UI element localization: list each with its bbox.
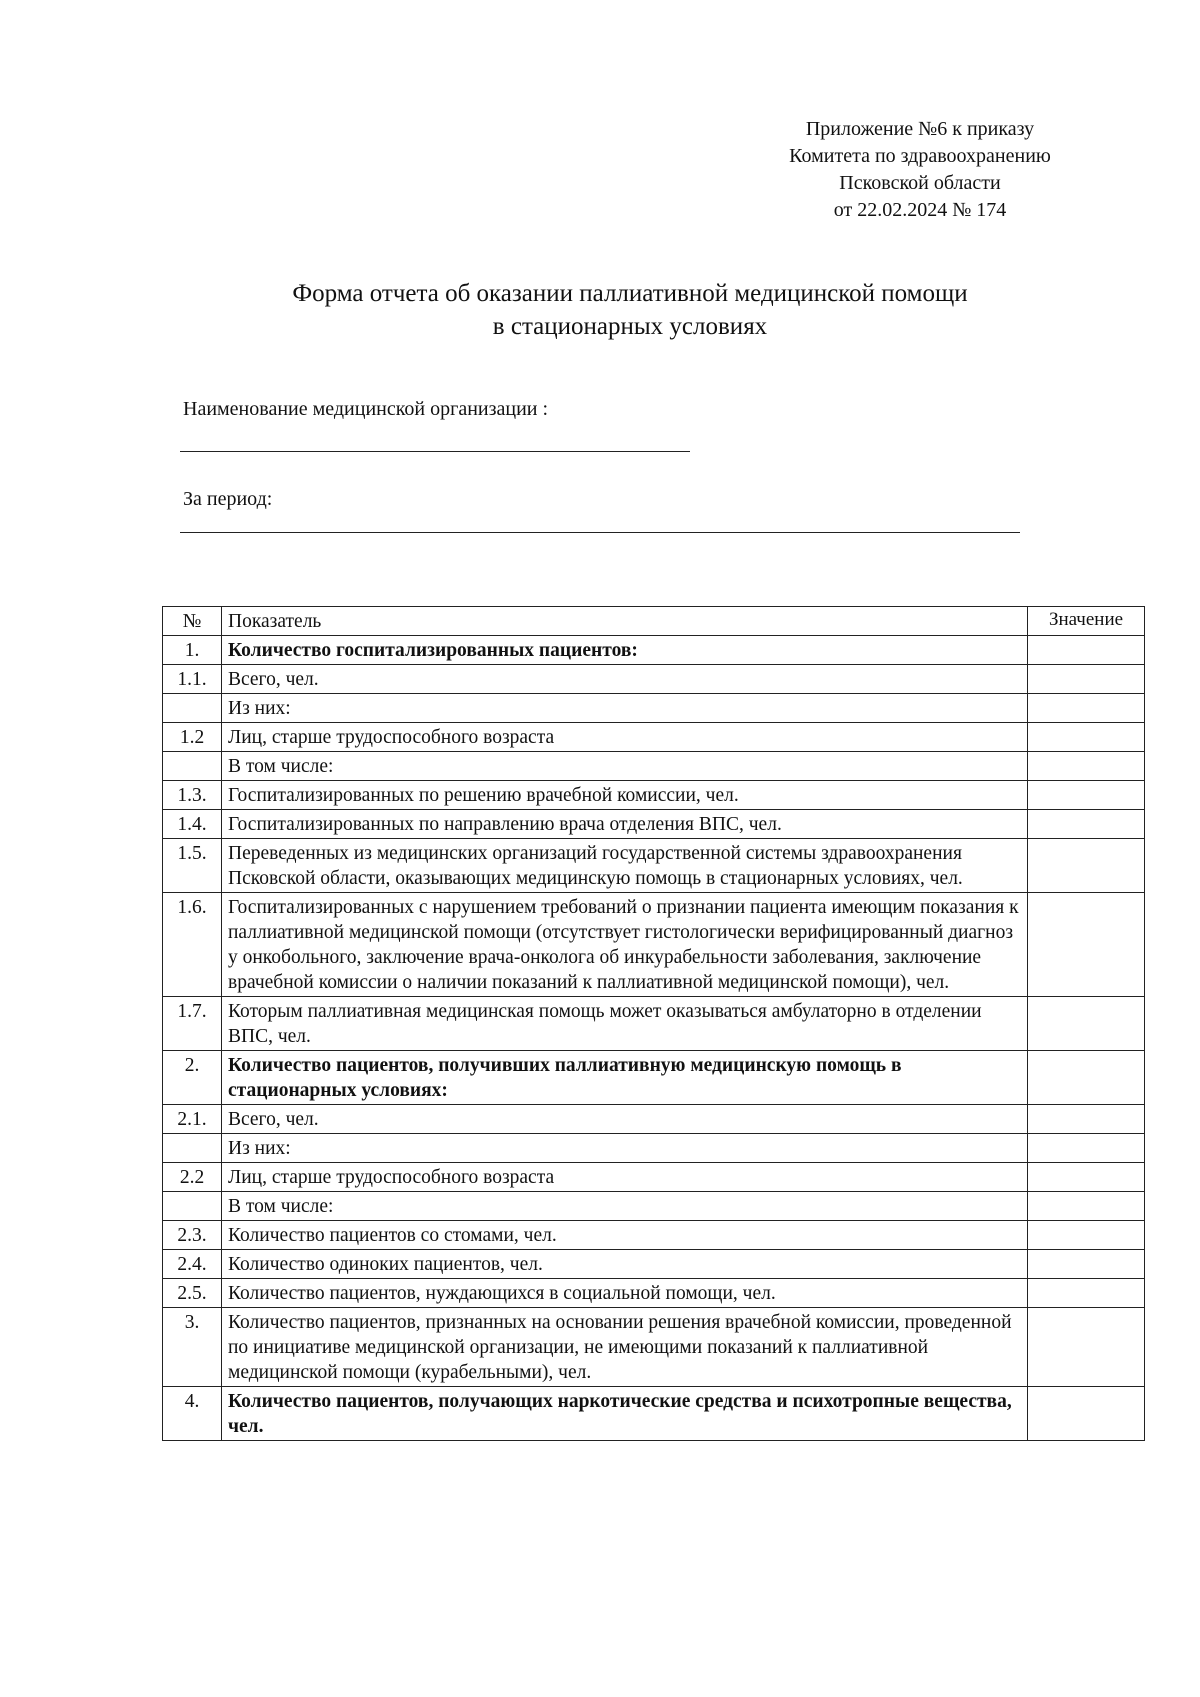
row-number: [163, 1192, 222, 1221]
header-indicator: Показатель: [222, 607, 1028, 636]
row-number: 2.5.: [163, 1279, 222, 1308]
row-indicator: Количество пациентов со стомами, чел.: [222, 1221, 1028, 1250]
row-indicator: Госпитализированных по направлению врача отделения ВПС, чел.: [222, 810, 1028, 839]
row-value-cell[interactable]: [1028, 1192, 1145, 1221]
row-value-cell[interactable]: [1028, 723, 1145, 752]
table-row: [163, 1192, 1145, 1221]
report-table-body: [163, 607, 1145, 1441]
row-indicator: Переведенных из медицинских организаций государственной системы здравоохранения Псковской области, оказывающих медицинскую помощь в стационарных условиях, чел.: [222, 839, 1028, 893]
row-indicator: Госпитализированных с нарушением требований о признании пациента имеющим показания к паллиативной медицинской помощи (отсутствует гистологически верифицированный диагноз у онкобольного, заключение врача-онколога об инкурабельности заболевания, заключение врачебной комиссии о наличии показаний к паллиативной медицинской помощи), чел.: [222, 893, 1028, 997]
row-indicator: Количество пациентов, получающих наркотические средства и психотропные вещества, чел.: [222, 1387, 1028, 1441]
row-value-cell[interactable]: [1028, 665, 1145, 694]
row-value-cell[interactable]: [1028, 1221, 1145, 1250]
row-number: 1.6.: [163, 893, 222, 997]
row-value-cell[interactable]: [1028, 1250, 1145, 1279]
row-indicator: Из них:: [222, 1134, 1028, 1163]
table-row: [163, 1387, 1145, 1441]
row-value-cell[interactable]: [1028, 1387, 1145, 1441]
table-row: [163, 752, 1145, 781]
row-number: 2.4.: [163, 1250, 222, 1279]
table-row: [163, 665, 1145, 694]
appendix-line-1: Приложение №6 к приказу: [805, 118, 1035, 140]
table-header-row: [163, 607, 1145, 636]
table-row: [163, 694, 1145, 723]
row-indicator: Количество пациентов, получивших паллиативную медицинскую помощь в стационарных условиях:: [222, 1051, 1028, 1105]
period-label: За период:: [183, 488, 273, 510]
row-indicator: Всего, чел.: [222, 1105, 1028, 1134]
row-number: 2.3.: [163, 1221, 222, 1250]
table-row: [163, 636, 1145, 665]
row-indicator: Количество госпитализированных пациентов:: [222, 636, 1028, 665]
row-number: 2.2: [163, 1163, 222, 1192]
row-value-cell[interactable]: [1028, 752, 1145, 781]
row-number: [163, 752, 222, 781]
row-indicator: Всего, чел.: [222, 665, 1028, 694]
header-value: Значение: [1028, 607, 1145, 636]
row-number: 2.1.: [163, 1105, 222, 1134]
table-row: [163, 839, 1145, 893]
row-value-cell[interactable]: [1028, 839, 1145, 893]
header-num: №: [163, 607, 222, 636]
row-number: 1.7.: [163, 997, 222, 1051]
row-value-cell[interactable]: [1028, 893, 1145, 997]
appendix-header: [740, 116, 1100, 224]
period-field[interactable]: [180, 532, 1020, 533]
table-row: [163, 1163, 1145, 1192]
appendix-line-2: Комитета по здравоохранению: [789, 145, 1051, 167]
row-value-cell[interactable]: [1028, 997, 1145, 1051]
row-number: 4.: [163, 1387, 222, 1441]
table-row: [163, 723, 1145, 752]
row-number: 1.5.: [163, 839, 222, 893]
document-title: [230, 277, 1030, 343]
row-value-cell[interactable]: [1028, 1279, 1145, 1308]
row-value-cell[interactable]: [1028, 1134, 1145, 1163]
row-indicator: В том числе:: [222, 752, 1028, 781]
row-indicator: Которым паллиативная медицинская помощь может оказываться амбулаторно в отделении ВПС, чел.: [222, 997, 1028, 1051]
row-indicator: Из них:: [222, 694, 1028, 723]
table-row: [163, 997, 1145, 1051]
row-indicator: Лиц, старше трудоспособного возраста: [222, 1163, 1028, 1192]
title-line-2: в стационарных условиях: [492, 313, 768, 340]
row-value-cell[interactable]: [1028, 694, 1145, 723]
org-name-label: Наименование медицинской организации :: [183, 398, 549, 420]
table-row: [163, 1105, 1145, 1134]
title-line-1: Форма отчета об оказании паллиативной медицинской помощи: [292, 280, 968, 307]
row-value-cell[interactable]: [1028, 1051, 1145, 1105]
report-table: [162, 606, 1145, 1441]
row-number: 1.4.: [163, 810, 222, 839]
row-number: 1.3.: [163, 781, 222, 810]
row-number: 3.: [163, 1308, 222, 1387]
row-indicator: Количество пациентов, признанных на основании решения врачебной комиссии, проведенной по инициативе медицинской организации, не имеющими показаний к паллиативной медицинской помощи (курабельными), чел.: [222, 1308, 1028, 1387]
table-row: [163, 1279, 1145, 1308]
table-row: [163, 1308, 1145, 1387]
row-number: 2.: [163, 1051, 222, 1105]
table-row: [163, 893, 1145, 997]
table-row: [163, 810, 1145, 839]
row-number: [163, 694, 222, 723]
row-indicator: Количество одиноких пациентов, чел.: [222, 1250, 1028, 1279]
row-indicator: Количество пациентов, нуждающихся в социальной помощи, чел.: [222, 1279, 1028, 1308]
row-value-cell[interactable]: [1028, 1163, 1145, 1192]
table-row: [163, 781, 1145, 810]
row-number: 1.1.: [163, 665, 222, 694]
row-value-cell[interactable]: [1028, 1105, 1145, 1134]
row-indicator: Госпитализированных по решению врачебной комиссии, чел.: [222, 781, 1028, 810]
row-number: [163, 1134, 222, 1163]
table-row: [163, 1134, 1145, 1163]
table-row: [163, 1250, 1145, 1279]
table-row: [163, 1221, 1145, 1250]
org-name-field[interactable]: [180, 451, 690, 452]
row-indicator: Лиц, старше трудоспособного возраста: [222, 723, 1028, 752]
row-value-cell[interactable]: [1028, 636, 1145, 665]
row-number: 1.: [163, 636, 222, 665]
row-indicator: В том числе:: [222, 1192, 1028, 1221]
appendix-line-4: от 22.02.2024 № 174: [833, 199, 1007, 221]
row-value-cell[interactable]: [1028, 810, 1145, 839]
appendix-line-3: Псковской области: [839, 172, 1001, 194]
table-row: [163, 1051, 1145, 1105]
row-value-cell[interactable]: [1028, 1308, 1145, 1387]
row-number: 1.2: [163, 723, 222, 752]
row-value-cell[interactable]: [1028, 781, 1145, 810]
